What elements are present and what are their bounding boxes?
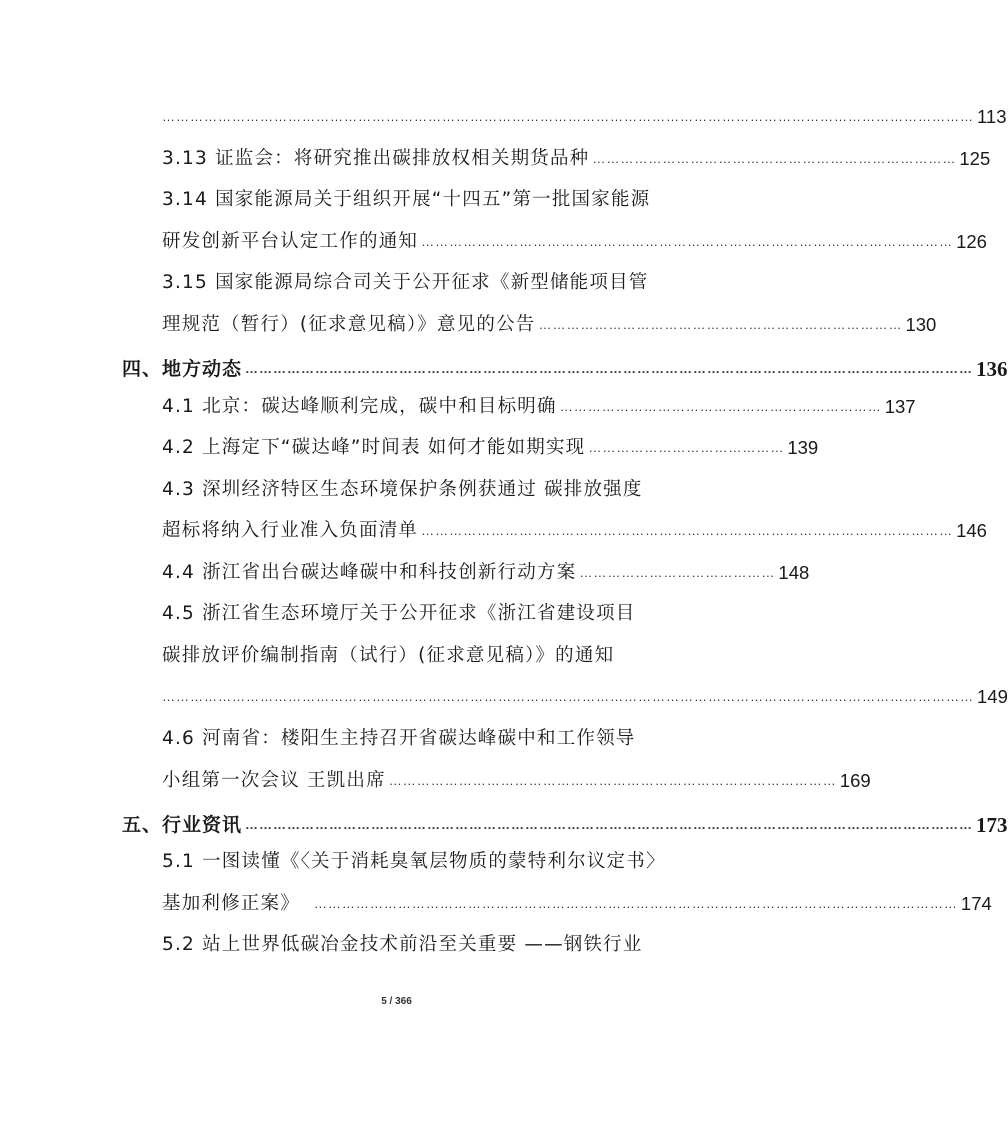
entry-title: 4.5 浙江省生态环境厅关于公开征求《浙江省建设项目 bbox=[162, 603, 636, 624]
leader-dots: ………………………………………………………………………………………………………………………………………… bbox=[245, 361, 974, 376]
entry-title: 4.1 北京：碳达峰顺利完成，碳中和目标明确 bbox=[162, 396, 557, 417]
entry-title: 超标将纳入行业准入负面清单 bbox=[162, 520, 419, 541]
entry-title: 4.4 浙江省出台碳达峰碳中和科技创新行动方案 bbox=[162, 562, 577, 583]
toc-entry-line[interactable] bbox=[162, 724, 672, 754]
entry-title: 3.13 证监会：将研究推出碳排放权相关期货品种 bbox=[162, 148, 590, 169]
toc-entry-line[interactable] bbox=[162, 641, 672, 671]
entry-title: 3.14 国家能源局关于组织开展“十四五”第一批国家能源 bbox=[162, 189, 651, 210]
page-footer: 5 / 366 bbox=[381, 996, 412, 1007]
leader-dots: ………………………………………………………………………………………………………………………………………… bbox=[245, 817, 974, 832]
page-number: 174 bbox=[960, 893, 992, 914]
leader-dots: …………………………………………………………………………………… bbox=[388, 773, 837, 788]
page-number: 139 bbox=[787, 437, 819, 458]
page-number: 137 bbox=[884, 396, 916, 417]
leader-dots: …………………………………………………………………… bbox=[592, 151, 957, 166]
toc-entry[interactable] bbox=[162, 392, 916, 422]
entry-title: 碳排放评价编制指南（试行）(征求意见稿）》的通知 bbox=[162, 645, 615, 666]
entry-title: 4.3 深圳经济特区生态环境保护条例获通过 碳排放强度 bbox=[162, 479, 643, 500]
toc-entry[interactable] bbox=[162, 433, 819, 463]
toc-entry-line[interactable] bbox=[162, 930, 672, 960]
leader-dots: …………………………………………………………………………………………………… bbox=[421, 234, 954, 249]
toc-entry[interactable] bbox=[162, 516, 987, 546]
entry-title: 理规范（暂行）(征求意见稿）》意见的公告 bbox=[162, 314, 536, 335]
page-number: 130 bbox=[905, 314, 937, 335]
toc-section[interactable] bbox=[122, 354, 1008, 384]
page-number: 169 bbox=[839, 770, 871, 791]
entry-title: 小组第一次会议 王凯出席 bbox=[162, 770, 386, 791]
toc-entry[interactable] bbox=[162, 310, 937, 340]
entry-title: 基加利修正案》 bbox=[162, 893, 300, 914]
leader-dots: ………………………………………………………………………………………………………………………………………………………… bbox=[162, 689, 974, 704]
page-number: 125 bbox=[959, 148, 991, 169]
toc-entry[interactable] bbox=[162, 102, 1007, 132]
entry-title: 3.15 国家能源局综合司关于公开征求《新型储能项目管 bbox=[162, 272, 649, 293]
section-title: 五、行业资讯 bbox=[122, 814, 243, 836]
entry-title: 4.2 上海定下“碳达峰”时间表 如何才能如期实现 bbox=[162, 437, 586, 458]
toc-entry[interactable] bbox=[162, 227, 987, 257]
entry-title: 5.2 站上世界低碳冶金技术前沿至关重要 ——钢铁行业 bbox=[162, 934, 643, 955]
page-number: 136 bbox=[976, 357, 1008, 381]
page-number: 113 bbox=[977, 106, 1007, 127]
toc-entry-line[interactable] bbox=[162, 599, 672, 629]
leader-dots: ………………………………………………………………………………………………………………………………………………………… bbox=[162, 109, 974, 124]
entry-title: 研发创新平台认定工作的通知 bbox=[162, 231, 419, 252]
page-number: 148 bbox=[778, 562, 810, 583]
entry-title: 5.1 一图读懂《〈关于消耗臭氧层物质的蒙特利尔议定书〉 bbox=[162, 851, 666, 872]
leader-dots: …………………………………… bbox=[588, 440, 785, 455]
entry-title: 4.6 河南省：楼阳生主持召开省碳达峰碳中和工作领导 bbox=[162, 728, 636, 749]
toc-entry-line[interactable] bbox=[162, 475, 672, 505]
toc-entry[interactable] bbox=[162, 766, 871, 796]
toc-entry[interactable] bbox=[162, 682, 1008, 712]
leader-dots: ………………………………………………………………………………………………………………………… bbox=[313, 896, 958, 911]
leader-dots: …………………………………………………………… bbox=[559, 399, 882, 414]
toc-entry[interactable] bbox=[162, 889, 992, 919]
toc-entry-line[interactable] bbox=[162, 268, 672, 298]
toc-section[interactable] bbox=[122, 810, 1008, 840]
section-title: 四、地方动态 bbox=[122, 358, 243, 380]
toc-entry[interactable] bbox=[162, 558, 810, 588]
page-number: 173 bbox=[976, 813, 1008, 837]
leader-dots: …………………………………… bbox=[579, 565, 776, 580]
leader-dots: …………………………………………………………………… bbox=[538, 317, 903, 332]
page-number: 126 bbox=[956, 231, 987, 252]
toc-entry[interactable] bbox=[162, 144, 991, 174]
toc-entry-line[interactable] bbox=[162, 185, 672, 215]
page-number: 146 bbox=[956, 520, 987, 541]
toc-entry-line[interactable] bbox=[162, 847, 672, 877]
leader-dots: …………………………………………………………………………………………………… bbox=[421, 523, 954, 538]
page-number: 149 bbox=[977, 686, 1008, 707]
